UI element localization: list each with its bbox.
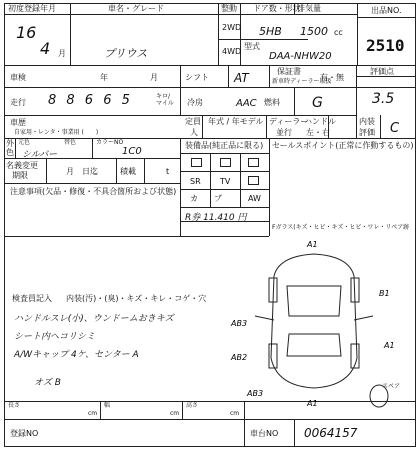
shift-label: シフト [185,73,209,82]
name-change-sub: 期限 [12,171,28,180]
inspection-month-unit: 月 [150,73,158,82]
change-color-label: 替色 [64,139,77,146]
color-label: 色 [6,148,14,157]
etc-equip-icon [248,176,259,185]
color-no-value: 1C0 [122,146,142,157]
spare-label: スペア [382,383,401,390]
mileage-label: 走行 [10,98,26,107]
drive-2wd: 2WD [222,23,242,32]
score-value: 3.5 [372,91,395,107]
sales-point-label: セールスポイント(正常に作動するもの) [272,141,414,150]
inspection-label: 車検 [10,73,26,82]
first-reg-year: 16 [16,23,37,42]
outer-label: 外 [6,139,14,148]
first-reg-month: 4 [40,39,51,58]
inspector-note-3: A/Wキャップ 4ケ、センター A [14,350,139,360]
inspector-label: 検査員記入 [12,294,52,303]
recycle-fee: R券 11.410 円 [185,213,247,223]
warranty-sub: 新車時ディーラー取扱 [272,78,332,85]
month-unit: 月 [58,49,66,58]
warranty-options: 有・無 [320,73,344,82]
color-no-label: カラーNO [96,139,124,146]
navi-equip-icon [220,158,231,167]
car-name-value: プリウス [104,47,148,60]
interior-sub: 評価 [359,128,375,137]
handle-value: 左・右 [306,128,330,137]
length-unit: cm [88,410,98,417]
car-windshield [287,286,341,316]
drive-4wd: 4WD [222,47,242,56]
door-value: 5HB [259,25,282,38]
orig-color-label: 元色 [18,139,31,146]
equip-bu: ブ [214,194,222,203]
rank-label: 整動 [221,4,237,13]
diagram-mark-rear-left: AB3 [247,389,264,398]
door-label: ドア数・形状 [253,4,301,13]
equip-aw: AW [248,194,261,203]
diagram-mark-rear: A1 [307,399,318,408]
inspector-note-2: シート内ヘコリシミ [14,332,96,342]
inspector-note-4: オズ B [34,378,61,388]
name-change-label: 名義変更 [6,161,38,170]
width-label: 幅 [104,402,111,409]
camera-equip-icon [248,158,259,167]
history-sub: 自家用・レンタ・事業用 ( ) [14,129,99,136]
chassis-no-label: 車台NO [250,429,279,438]
diagram-mark-left-rear: AB2 [231,353,248,362]
orig-color-value: シルバー [22,150,58,160]
diagram-mark-right: B1 [379,289,390,298]
year-model-label: 年式 / 年モデル [208,117,264,126]
equipment-label: 装備品(純正品に限る) [185,141,264,150]
length-label: 長さ [8,402,21,409]
shift-value: AT [234,71,249,85]
width-unit: cm [170,410,180,417]
dealer-sub: 並行 [276,128,292,137]
equip-ka: カ [190,194,198,203]
model-label: 型式 [244,42,260,51]
interior-label: 内装 [359,117,375,126]
inspection-year-unit: 年 [100,73,108,82]
fuel-value: G [312,95,323,111]
glass-label: Fガラス(キズ・ヒビ・キズ・ヒビ・ワレ・リペア跡 [272,224,410,231]
notes-label: 注意事項(欠品・修復・不具合箇所および状態) [10,187,177,196]
capacity-label: 定員 [185,117,201,126]
fuel-label: 燃料 [264,98,280,107]
tv-equip-icon [191,158,202,167]
car-rear-window [287,334,341,356]
diagram-mark-left: AB3 [231,319,248,328]
diagram-mark-front: A1 [307,240,318,249]
dealer-label: ディーラー [269,117,309,126]
exhibit-number: 2510 [366,36,405,55]
chassis-no-value: 0064157 [304,426,358,440]
registration-no-label: 登録NO [10,429,39,438]
first-reg-label: 初度登録年月 [8,4,56,13]
deadline-date: 月 日迄 [66,167,98,176]
height-label: 高さ [186,402,199,409]
load-unit: t [166,167,170,176]
mileage-unit: キロ/マイル [156,93,174,107]
diagram-mark-right-rear: A1 [384,341,395,350]
equip-tv: TV [220,177,231,186]
mileage-value: 8 8 6 6 5 [48,93,133,108]
interior-condition-options: 内装(汚)・(臭)・キズ・キレ・コゲ・穴 [66,294,207,303]
ac-value: AAC [236,98,257,109]
ac-label: 冷房 [187,98,203,107]
interior-value: C [390,121,400,136]
side-right-line [354,316,373,320]
inspector-note-1: ハンドルスレ(小)、ウンドームおきキズ [14,314,174,324]
height-unit: cm [230,410,240,417]
side-left-line [255,316,274,320]
handle-label: ハンドル [304,117,336,126]
exhibit-label: 出品NO. [371,6,402,15]
history-label: 車歴 [10,118,26,127]
displacement-label: 排気量 [297,4,321,13]
auction-sheet [4,3,416,447]
displacement-unit: cc [334,28,343,37]
equip-sr: SR [190,177,201,186]
warranty-label: 保証書 [277,67,301,76]
load-label: 積載 [120,167,136,176]
car-name-label: 車名・グレード [108,4,164,13]
car-body-outline [271,254,357,388]
capacity-unit: 人 [190,128,198,137]
score-label: 評価点 [370,67,394,76]
model-value: DAA-NHW20 [269,51,332,62]
displacement-value: 1500 [300,25,328,38]
